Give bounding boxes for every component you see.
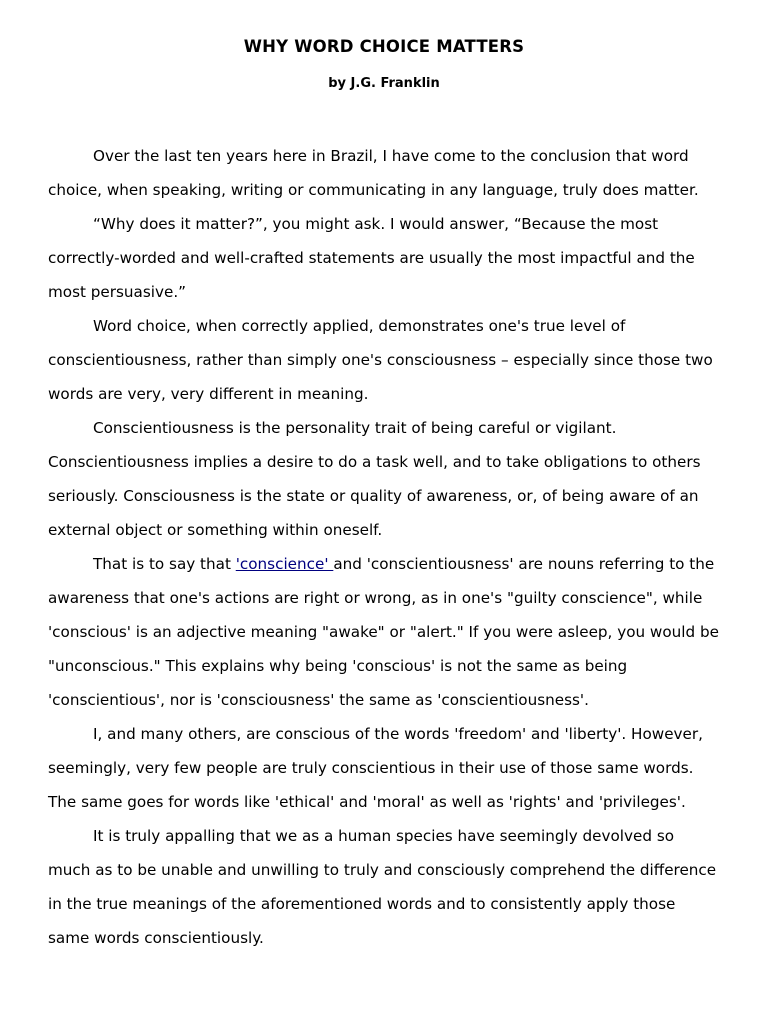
paragraph-3: Word choice, when correctly applied, demonstrates one's true level of conscientiousness, rather than simply one's consciousness – especially since those two words are very, very different in meaning. — [48, 317, 713, 403]
document-author: by J.G. Franklin — [328, 76, 440, 91]
paragraph-6: I, and many others, are conscious of the words 'freedom' and 'liberty'. However, seemingly, very few people are truly conscientious in their use of those same words. The same goes for words like 'ethical' and 'moral' as well as 'rights' and 'privileges'. — [48, 725, 703, 811]
conscience-link[interactable]: 'conscience' — [235, 555, 334, 573]
paragraph-1: Over the last ten years here in Brazil, I have come to the conclusion that word choice, when speaking, writing or communicating in any language, truly does matter. — [48, 147, 699, 199]
paragraph-5-rest: and 'conscientiousness' are nouns referring to the awareness that one's actions are right or wrong, as in one's "guilty conscience", while 'conscious' is an adjective meaning "awake" or "alert." If you were asleep, you would be "unconscious." This explains why being 'conscious' is not the same as being 'conscientious', nor is 'consciousness' the same as 'conscientiousness'. — [48, 555, 719, 709]
document-title: WHY WORD CHOICE MATTERS — [243, 37, 525, 56]
paragraph-7: It is truly appalling that we as a human species have seemingly devolved so much as to be unable and unwilling to truly and consciously comprehend the difference in the true meanings of the aforementioned words and to consistently apply those same words conscientiously. — [48, 827, 717, 947]
document-body — [48, 139, 720, 955]
paragraph-2: “Why does it matter?”, you might ask. I would answer, “Because the most correctly-worded and well-crafted statements are usually the most impactful and the most persuasive.” — [48, 215, 695, 301]
paragraph-5 — [48, 547, 720, 717]
paragraph-5-lead: That is to say that — [93, 555, 236, 573]
paragraph-4: Conscientiousness is the personality trait of being careful or vigilant. Conscientiousness implies a desire to do a task well, and to take obligations to others seriously. Consciousness is the state or quality of awareness, or, of being aware of an external object or something within oneself. — [48, 419, 701, 539]
